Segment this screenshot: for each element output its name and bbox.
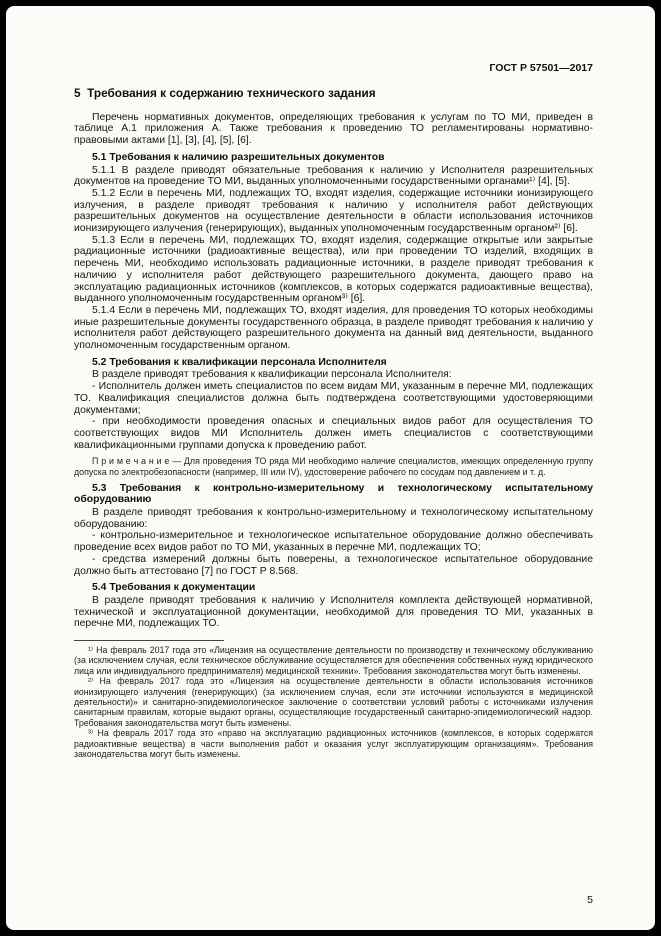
list-item-5-3-1: - контрольно-измерительное и технологическое испытательное оборудование должно обеспечивать проведение всех видов работ по ТО МИ, указанных в перечне МИ, подлежащих ТО; xyxy=(74,530,593,554)
document-code: ГОСТ Р 57501—2017 xyxy=(489,62,593,74)
list-item-5-2-2: - при необходимости проведения опасных и специальных видов работ для осуществления ТО соответствующих видов МИ Исполнитель должен иметь специалистов с соответствующими квалификационными группами допуска к проведению работ. xyxy=(74,416,593,451)
subsection-heading-5-4: 5.4 Требования к документации xyxy=(92,582,256,594)
section-heading: 5 Требования к содержанию технического задания xyxy=(74,86,376,100)
intro-paragraph: Перечень нормативных документов, определяющих требования к услугам по ТО МИ, приведен в таблице А.1 приложения А. Также требования к проведению ТО регламентированы нормативно-правовыми актами [1], [3], [4], [5], [6]. xyxy=(74,111,593,147)
page-number: 5 xyxy=(587,894,593,906)
list-item-5-2-1: - Исполнитель должен иметь специалистов по всем видам МИ, указанным в перечне МИ, подлежащих ТО. Квалификация специалистов должна быть подтверждена соответствующими удостоверяющими документами; xyxy=(74,381,593,416)
paragraph-5-4-lead: В разделе приводят требования к наличию у Исполнителя комплекта действующей нормативной, технической и эксплуатационной документации, необходимой для проведения ТО МИ, указанных в перечне МИ, подлежащих ТО. xyxy=(74,594,593,630)
subsection-heading-5-3: 5.3 Требования к контрольно-измерительному и технологическому испытательному оборудованию xyxy=(74,482,593,506)
footnote-1: ¹⁾ На февраль 2017 года это «Лицензия на осуществление деятельности по производству и техническому обслуживанию (за исключением случая, если техническое обслуживание осуществляется для обеспечения собственных нужд юридического лица или индивидуального предпринимателя) медицинской техники». Требования законодательства могут быть изменены. xyxy=(74,645,593,676)
footnotes-block xyxy=(74,640,593,759)
list-item-5-3-2: - средства измерений должны быть поверены, а технологическое испытательное оборудование должно быть аттестовано [7] по ГОСТ Р 8.568. xyxy=(74,553,593,577)
paragraph-5-3-lead: В разделе приводят требования к контрольно-измерительному и технологическому испытательному оборудованию: xyxy=(74,506,593,530)
footnote-2: ²⁾ На февраль 2017 года это «Лицензия на осуществление деятельности в области использования источников ионизирующего излучения (генерирующих) (за исключением случая, если эти источники используются в медицинской деятельности)» и санитарно-эпидемиологическое заключение о соответствии условий работы с источниками излучения санитарным правилам, которые выдают органы, осуществляющие государственный санитарно-эпидемиологический надзор. Требования законодательства могут быть изменены. xyxy=(74,676,593,728)
paragraph-5-1-2: 5.1.2 Если в перечень МИ, подлежащих ТО, входят изделия, содержащие источники ионизирующего излучения, в разделе приводят требования к наличию у исполнителя работ действующих разрешительных документов на осуществление деятельности в области использования источников ионизирующего излучения (генерирующих), выданных уполномоченным государственным органом²⁾ [6]. xyxy=(74,187,593,235)
running-header xyxy=(74,62,593,74)
document-body xyxy=(74,88,593,759)
subsection-heading-5-1: 5.1 Требования к наличию разрешительных документов xyxy=(92,151,385,163)
paragraph-5-1-3: 5.1.3 Если в перечень МИ, подлежащих ТО, входят изделия, содержащие открытые или закрытые радиационные источники (радиоактивные вещества), или при проведении ТО изделий, входящих в перечень МИ, необходимо использовать радиационные источники, в разделе приводят требования к наличию у исполнителя работ действующего разрешительного документа, дающего право на эксплуатацию радиационных источников (комплексов, в которых содержатся радиоактивные вещества), выданного уполномоченным государственным органом³⁾ [6]. xyxy=(74,234,593,305)
paragraph-5-2-lead: В разделе приводят требования к квалификации персонала Исполнителя: xyxy=(92,369,452,381)
paragraph-5-1-4: 5.1.4 Если в перечень МИ, подлежащих ТО, входят изделия, для проведения ТО которых необходимы иные разрешительные документы государственного образца, в разделе приводят требования к наличию у исполнителя работ действующего разрешительного документа на данный вид деятельности, выданного уполномоченным государственным органом. xyxy=(74,304,593,352)
footnote-3: ³⁾ На февраль 2017 года это «право на эксплуатацию радиационных источников (комплексов, в которых содержатся радиоактивные вещества) в части выполнения работ и оказания услуг эксплуатирующим организациям». Требования законодательства могут быть изменены. xyxy=(74,728,593,760)
footnote-divider xyxy=(74,640,224,641)
paragraph-5-1-1: 5.1.1 В разделе приводят обязательные требования к наличию у Исполнителя разрешительных документов на проведение ТО МИ, выданных уполномоченными государственными органами¹⁾ [4], [5]. xyxy=(74,164,593,188)
subsection-heading-5-2: 5.2 Требования к квалификации персонала Исполнителя xyxy=(92,356,387,368)
document-page xyxy=(6,6,655,930)
note-paragraph: П р и м е ч а н и е — Для проведения ТО ряда МИ необходимо наличие специалистов, имеющих определенную группу допуска по электробезопасности (например, III или IV), удостоверение рабочего по сосудам под давлением и т. д. xyxy=(74,456,593,477)
